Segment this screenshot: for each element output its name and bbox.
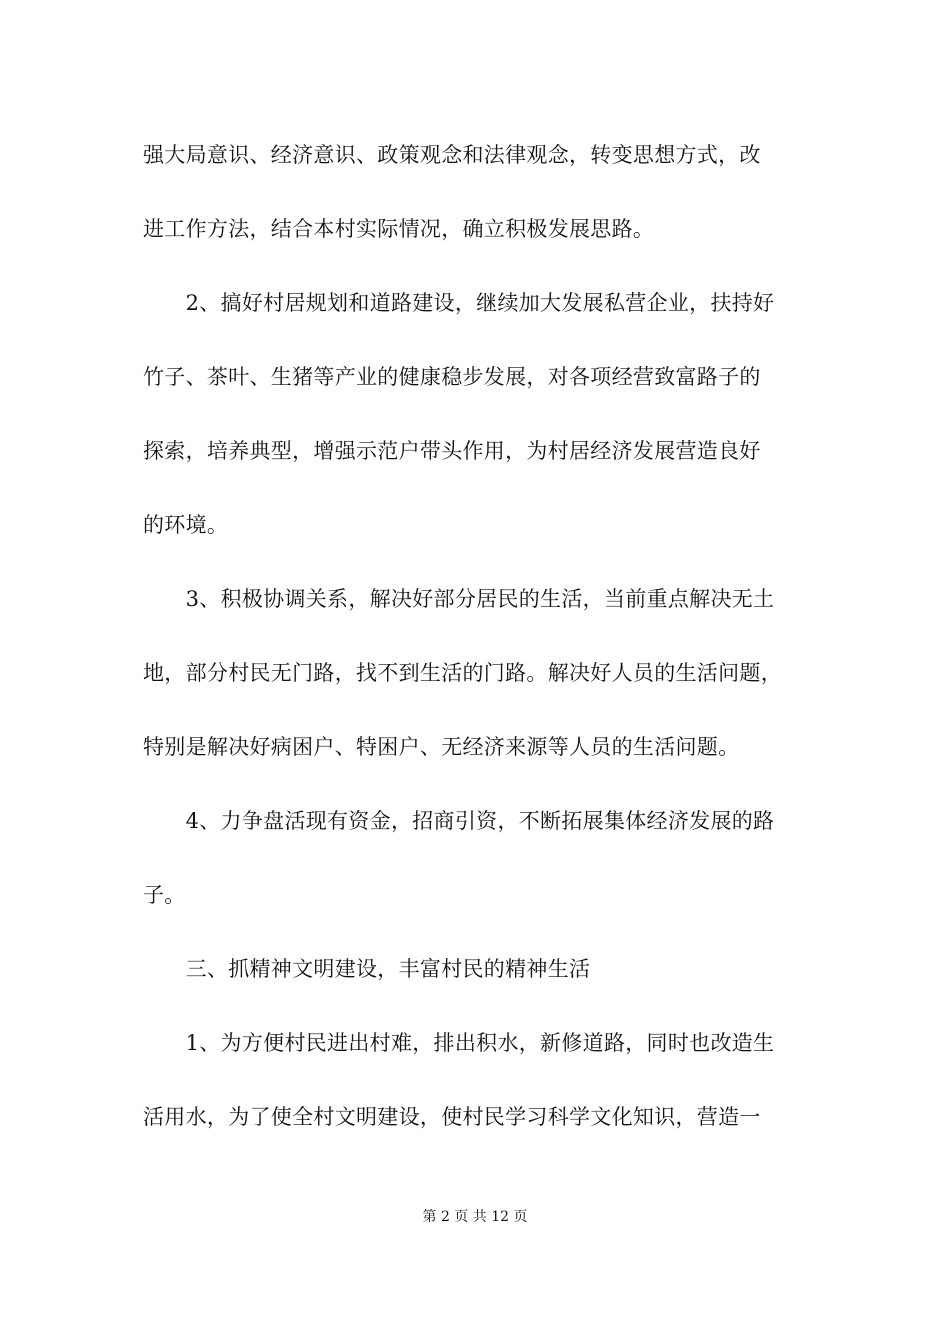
- text-line: 探索，培养典型，增强示范户带头作用，为村居经济发展营造良好: [143, 439, 761, 463]
- text-line: 子。: [143, 883, 186, 907]
- page-number: 第 2 页 共 12 页: [422, 1209, 528, 1225]
- text-line: 进工作方法，结合本村实际情况，确立积极发展思路。: [143, 217, 655, 241]
- text-line: 三、抓精神文明建设，丰富村民的精神生活: [143, 957, 591, 981]
- text-line: 3、积极协调关系，解决好部分居民的生活，当前重点解决无土: [143, 587, 775, 611]
- text-line: 的环境。: [143, 513, 229, 537]
- text-line: 地，部分村民无门路，找不到生活的门路。解决好人员的生活问题，: [143, 661, 782, 685]
- text-line: 强大局意识、经济意识、政策观念和法律观念，转变思想方式，改: [143, 143, 761, 167]
- text-line: 竹子、茶叶、生猪等产业的健康稳步发展，对各项经营致富路子的: [143, 365, 761, 389]
- text-line: 1、为方便村民进出村难，排出积水，新修道路，同时也改造生: [143, 1031, 775, 1055]
- text-line: 活用水，为了使全村文明建设，使村民学习科学文化知识，营造一: [143, 1105, 761, 1129]
- text-line: 特别是解决好病困户、特困户、无经济来源等人员的生活问题。: [143, 735, 740, 759]
- text-line: 2、搞好村居规划和道路建设，继续加大发展私营企业，扶持好: [143, 291, 775, 315]
- text-line: 4、力争盘活现有资金，招商引资，不断拓展集体经济发展的路: [143, 809, 775, 833]
